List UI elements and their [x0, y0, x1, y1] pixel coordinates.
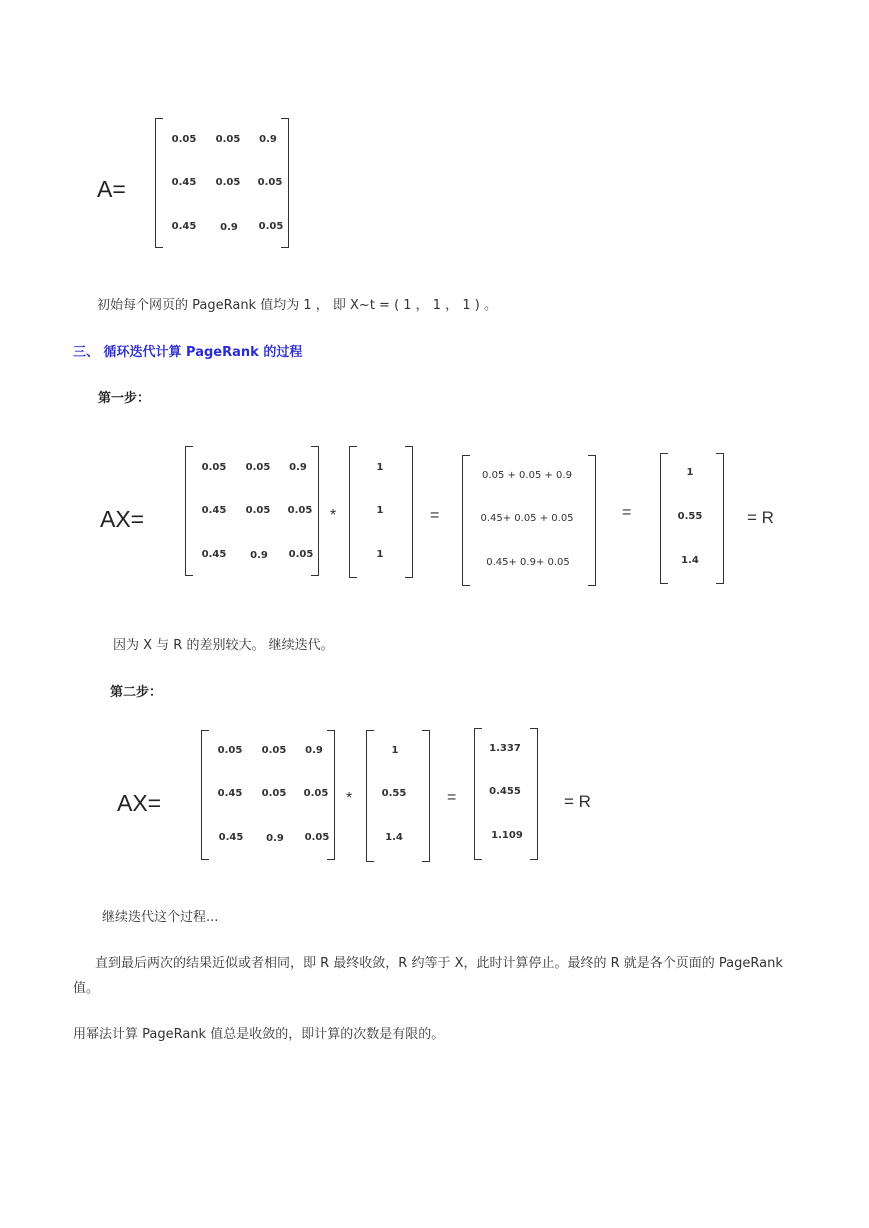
step2-matrix-a [201, 730, 335, 860]
matrix-cell: 0.05 [288, 549, 314, 560]
sum-cell: 0.05 + 0.05 + 0.9 [482, 470, 572, 481]
step2-title: 第二步： [110, 685, 163, 700]
matrix-a-label: A= [97, 176, 126, 202]
equals-sign: = [447, 789, 457, 806]
matrix-cell: 0.05 [217, 745, 243, 756]
vector-cell: 1 [376, 462, 384, 473]
vector-cell: 1.337 [489, 743, 521, 754]
matrix-cell: 0.05 [215, 134, 241, 145]
matrix-cell: 0.45 [171, 177, 197, 188]
step1-vector-x [349, 446, 413, 578]
matrix-cell: 0.45 [201, 505, 227, 516]
vector-cell: 0.455 [489, 786, 521, 797]
conclusion-line-2: 值。 [73, 981, 100, 996]
matrix-cell: 0.05 [261, 788, 287, 799]
sum-cell: 0.45+ 0.05 + 0.05 [480, 513, 574, 524]
matrix-cell: 0.05 [261, 745, 287, 756]
matrix-cell: 0.05 [171, 134, 197, 145]
step2-lhs-label: AX= [117, 790, 162, 816]
vector-cell: 1.4 [385, 832, 403, 843]
matrix-cell: 0.05 [303, 788, 329, 799]
matrix-cell: 0.05 [287, 505, 313, 516]
equals-sign: = [430, 507, 440, 524]
matrix-cell: 0.05 [245, 462, 271, 473]
matrix-cell: 0.45 [218, 832, 244, 843]
matrix-cell: 0.45 [201, 549, 227, 560]
matrix-cell: 0.05 [258, 221, 284, 232]
step1-lhs-label: AX= [100, 506, 145, 532]
matrix-cell: 0.9 [250, 550, 268, 561]
vector-cell: 1.4 [681, 555, 699, 566]
vector-cell: 1.109 [491, 830, 523, 841]
section-heading: 三、 循环迭代计算 PageRank 的过程 [73, 345, 303, 360]
multiply-sign: * [346, 790, 353, 807]
matrix-cell: 0.05 [215, 177, 241, 188]
matrix-cell: 0.45 [171, 221, 197, 232]
vector-cell: 1 [686, 467, 694, 478]
step2-vector-x [366, 730, 430, 862]
vector-cell: 1 [376, 505, 384, 516]
vector-cell: 0.55 [677, 511, 703, 522]
vector-cell: 0.55 [381, 788, 407, 799]
sum-cell: 0.45+ 0.9+ 0.05 [486, 557, 570, 568]
final-text: 用幂法计算 PageRank 值总是收敛的，即计算的次数是有限的。 [73, 1027, 445, 1042]
step1-matrix-a [185, 446, 319, 576]
matrix-cell: 0.9 [305, 745, 323, 756]
matrix-cell: 0.05 [245, 505, 271, 516]
step1-result-vector [660, 453, 724, 584]
continue-text: 继续迭代这个过程... [102, 910, 219, 925]
step1-note: 因为 X 与 R 的差别较大。 继续迭代。 [113, 638, 334, 653]
conclusion-line-1: 直到最后两次的结果近似或者相同，即 R 最终收敛，R 约等于 X，此时计算停止。最终的 R 就是各个页面的 PageRank [95, 956, 783, 971]
matrix-cell: 0.05 [201, 462, 227, 473]
matrix-cell: 0.9 [220, 222, 238, 233]
step2-result-vector [474, 728, 538, 860]
intro-text: 初始每个网页的 PageRank 值均为 1 ， 即 X~t = ( 1 ， 1 ， 1 ) 。 [97, 298, 497, 313]
vector-cell: 1 [376, 549, 384, 560]
step1-title: 第一步： [98, 391, 151, 406]
matrix-cell: 0.05 [257, 177, 283, 188]
vector-cell: 1 [391, 745, 399, 756]
matrix-a [155, 118, 289, 248]
multiply-sign: * [330, 507, 337, 524]
matrix-cell: 0.05 [304, 832, 330, 843]
equals-sign: = [622, 504, 632, 521]
matrix-cell: 0.45 [217, 788, 243, 799]
step1-expanded-sum [462, 455, 596, 586]
matrix-cell: 0.9 [266, 833, 284, 844]
matrix-cell: 0.9 [289, 462, 307, 473]
matrix-cell: 0.9 [259, 134, 277, 145]
result-label: = R [747, 508, 774, 527]
result-label: = R [564, 792, 591, 811]
